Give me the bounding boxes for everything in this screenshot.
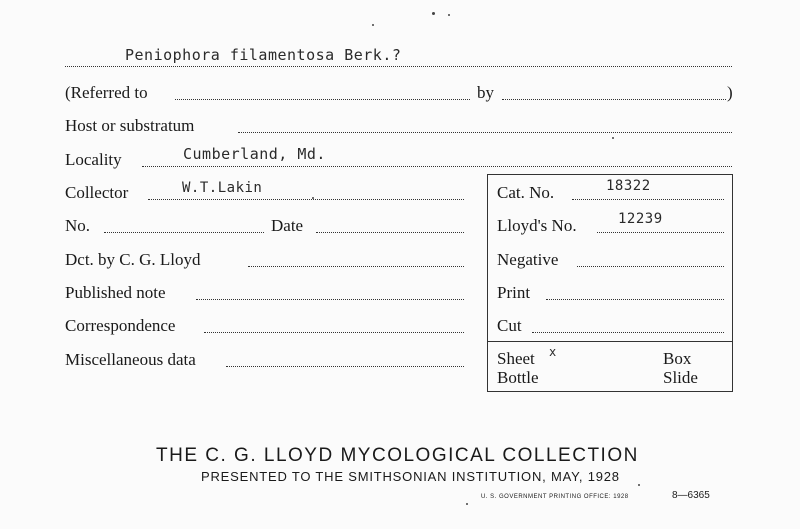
- speck: [432, 12, 435, 15]
- negative-label: Negative: [497, 250, 559, 269]
- print-label: Print: [497, 283, 531, 302]
- cat-no-value: 18322: [606, 178, 651, 194]
- box-right-border: [732, 174, 733, 391]
- misc-label: Miscellaneous data: [65, 350, 196, 369]
- collector-label: Collector: [65, 183, 129, 202]
- speck: [638, 484, 640, 486]
- box-type-label: Box: [663, 349, 692, 368]
- collector-value: W.T.Lakin: [182, 180, 263, 196]
- cat-no-line: [572, 199, 724, 200]
- date-line: [316, 232, 464, 233]
- host-label: Host or substratum: [65, 116, 195, 135]
- printer-imprint: U. S. GOVERNMENT PRINTING OFFICE: 1928: [481, 494, 629, 500]
- collection-title: THE C. G. LLOYD MYCOLOGICAL COLLECTION: [156, 445, 639, 466]
- speck: [612, 137, 614, 139]
- referred-label: (Referred to: [65, 83, 148, 102]
- box-divider: [487, 341, 733, 342]
- speck: [372, 24, 374, 26]
- cat-no-label: Cat. No.: [497, 183, 555, 202]
- host-line: [238, 132, 732, 133]
- date-label: Date: [271, 216, 304, 235]
- referred-by-line: [502, 99, 726, 100]
- collection-subtitle: PRESENTED TO THE SMITHSONIAN INSTITUTION, MAY, 1928: [201, 469, 620, 484]
- misc-line: [226, 366, 464, 367]
- det-line: [248, 266, 464, 267]
- referred-by-label: by: [477, 83, 494, 102]
- cut-line: [532, 332, 724, 333]
- collector-line: [148, 199, 464, 200]
- number-line: [104, 232, 264, 233]
- locality-label: Locality: [65, 150, 122, 169]
- species-name: Peniophora filamentosa Berk.?: [125, 46, 402, 64]
- det-label: Dct. by C. G. Lloyd: [65, 250, 201, 269]
- locality-line: [142, 166, 732, 167]
- cut-label: Cut: [497, 316, 522, 335]
- box-top-border: [487, 174, 733, 175]
- lloyd-no-value: 12239: [618, 211, 663, 227]
- sheet-label: Sheet: [497, 349, 535, 368]
- species-line: [65, 66, 732, 67]
- box-left-border: [487, 174, 488, 391]
- slide-label: Slide: [663, 368, 698, 387]
- locality-value: Cumberland, Md.: [183, 145, 326, 163]
- published-line: [196, 299, 464, 300]
- referred-line: [175, 99, 470, 100]
- correspondence-line: [204, 332, 464, 333]
- sheet-mark: x: [549, 345, 557, 359]
- lloyd-no-line: [597, 232, 724, 233]
- speck: [448, 14, 450, 16]
- speck: [466, 503, 468, 505]
- print-line: [546, 299, 724, 300]
- bottle-label: Bottle: [497, 368, 539, 387]
- correspondence-label: Correspondence: [65, 316, 176, 335]
- box-bottom-border: [487, 391, 733, 392]
- form-number: 8—6365: [672, 490, 710, 501]
- referred-close: ): [727, 83, 733, 102]
- published-label: Published note: [65, 283, 166, 302]
- lloyd-no-label: Lloyd's No.: [497, 216, 577, 235]
- negative-line: [577, 266, 724, 267]
- number-label: No.: [65, 216, 91, 235]
